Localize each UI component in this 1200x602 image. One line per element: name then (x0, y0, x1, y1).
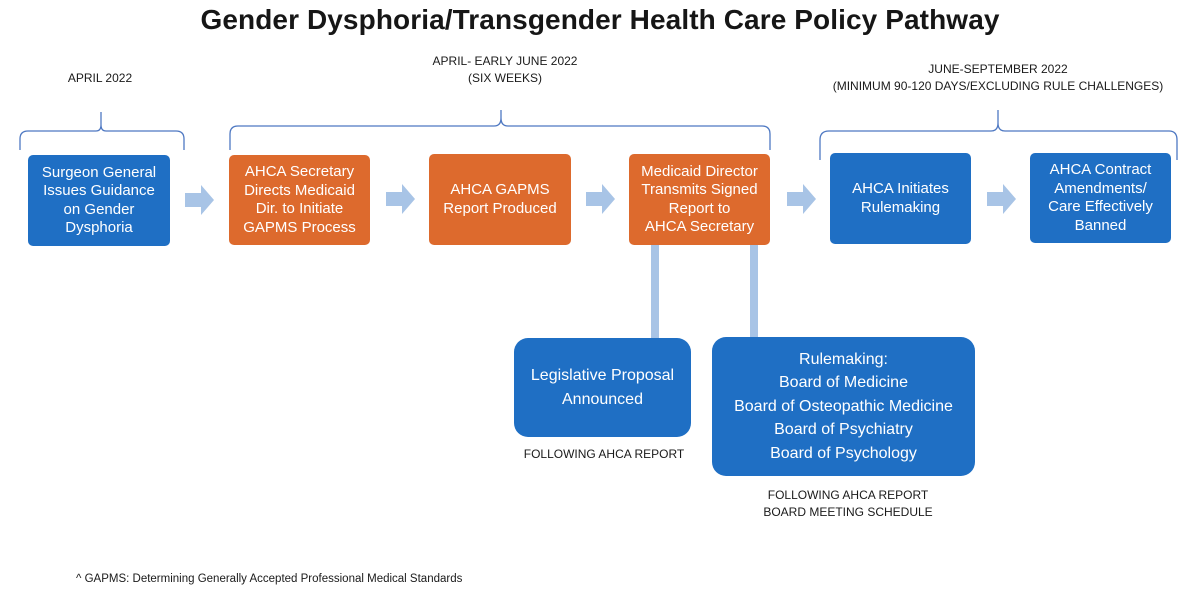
footnote-gapms: ^ GAPMS: Determining Generally Accepted Professional Medical Standards (76, 573, 463, 585)
step-ahca-secretary-directs: AHCA Secretary Directs Medicaid Dir. to Initiate GAPMS Process (229, 155, 370, 245)
arrow-right-icon (586, 184, 615, 214)
arrow-right-icon (386, 184, 415, 214)
connector-to-legislative (651, 244, 659, 338)
step-surgeon-general: Surgeon General Issues Guidance on Gender Dysphoria (28, 155, 170, 246)
arrow-right-icon (185, 185, 214, 215)
step-ahca-initiates-rulemaking: AHCA Initiates Rulemaking (830, 153, 971, 244)
arrow-right-icon (987, 184, 1016, 214)
brace-april (20, 112, 184, 150)
brace-april-june (230, 110, 770, 150)
branch-rulemaking-boards: Rulemaking: Board of Medicine Board of Osteopathic Medicine Board of Psychiatry Board of Psychology (712, 337, 975, 476)
connector-to-rulemaking (750, 244, 758, 338)
arrow-right-icon (787, 184, 816, 214)
step-gapms-report: AHCA GAPMS Report Produced (429, 154, 571, 245)
step-ahca-contract-amendments: AHCA Contract Amendments/ Care Effectively Banned (1030, 153, 1171, 243)
timeline-label-april: APRIL 2022 (67, 71, 133, 85)
step-medicaid-director-transmits: Medicaid Director Transmits Signed Report to AHCA Secretary (629, 154, 770, 245)
timeline-label-june-sept: JUNE-SEPTEMBER 2022 (MINIMUM 90-120 DAYS/EXCLUDING RULE CHALLENGES) (832, 62, 1164, 93)
caption-legislative: FOLLOWING AHCA REPORT (523, 447, 685, 461)
branch-legislative-proposal: Legislative Proposal Announced (514, 338, 691, 437)
caption-rulemaking: FOLLOWING AHCA REPORT BOARD MEETING SCHEDULE (763, 488, 933, 519)
timeline-label-april-june: APRIL- EARLY JUNE 2022 (SIX WEEKS) (432, 54, 578, 85)
page-title: Gender Dysphoria/Transgender Health Care Policy Pathway (200, 4, 1000, 35)
